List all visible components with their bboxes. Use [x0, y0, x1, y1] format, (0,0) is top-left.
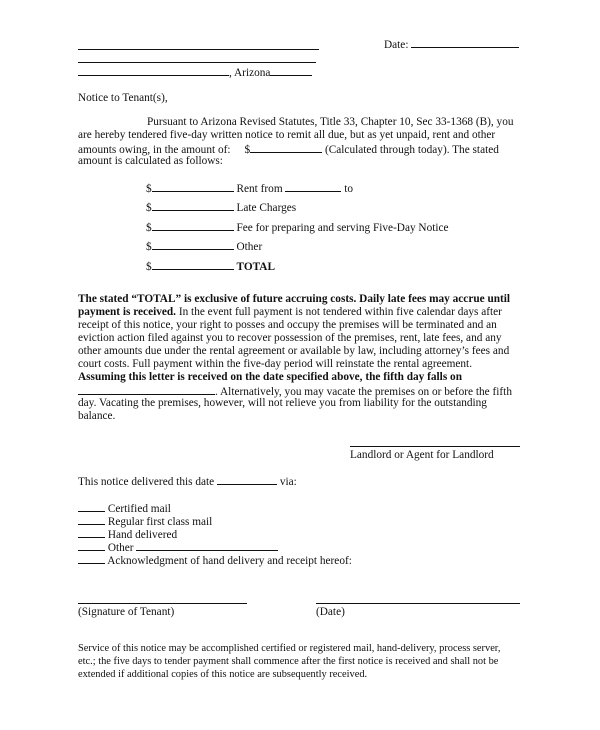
terms-line: balance. — [78, 410, 116, 422]
checkbox-blank[interactable] — [78, 514, 105, 525]
date-label: Date: — [384, 39, 409, 51]
city-blank[interactable] — [78, 65, 229, 76]
signature-date-label: (Date) — [316, 606, 345, 618]
charge-row-rent: $ Rent from to — [146, 183, 354, 195]
date-blank[interactable] — [411, 37, 519, 48]
terms-line: court costs. Full payment within the five-day period will reinstate the rental agreement. — [78, 358, 473, 370]
delivery-option-regular: Regular first class mail — [78, 514, 212, 529]
terms-line: payment is received. In the event full payment is not tendered within five calendar days after — [78, 306, 502, 318]
charge-row-late: $ Late Charges — [146, 202, 297, 214]
signature-date-line[interactable] — [316, 603, 520, 604]
delivery-option-hand: Hand delivered — [78, 527, 177, 542]
late-amount-blank[interactable] — [152, 200, 234, 211]
rent-from-blank[interactable] — [285, 181, 341, 192]
footer-line: etc.; the five days to tender payment shall commence after the first notice is received and shall not be — [78, 656, 499, 667]
tenant-signature-label: (Signature of Tenant) — [78, 606, 175, 618]
fifth-day-blank[interactable] — [78, 384, 215, 395]
amount-blank[interactable] — [250, 142, 322, 153]
checkbox-blank[interactable] — [78, 527, 105, 538]
currency: $ — [244, 144, 251, 156]
other-method-blank[interactable] — [136, 540, 278, 551]
footer-line: Service of this notice may be accomplished certified or registered mail, hand-delivery, process server, — [78, 643, 501, 654]
checkbox-blank[interactable] — [78, 553, 105, 564]
terms-line: . Alternatively, you may vacate the premises on or before the fifth — [78, 384, 512, 399]
charge-row-other: $ Other — [146, 241, 263, 253]
total-amount-blank[interactable] — [152, 259, 234, 270]
arizona-label: , Arizona — [229, 67, 271, 79]
delivery-option-certified: Certified mail — [78, 501, 171, 516]
terms-line: receipt of this notice, your right to posses and occupy the premises will be terminated and an — [78, 319, 497, 331]
address-line-1[interactable] — [78, 49, 319, 50]
delivery-intro: This notice delivered this date via: — [78, 476, 297, 488]
amount-label: amounts owing, in the amount of: — [78, 144, 231, 156]
checkbox-blank[interactable] — [78, 501, 105, 512]
landlord-signature-label: Landlord or Agent for Landlord — [350, 449, 494, 461]
checkbox-blank[interactable] — [78, 540, 105, 551]
zip-blank[interactable] — [270, 65, 312, 76]
delivery-date-blank[interactable] — [217, 474, 277, 485]
charge-row-total: $ TOTAL — [146, 261, 275, 273]
delivery-option-acknowledgment: Acknowledgment of hand delivery and receipt hereof: — [78, 553, 352, 568]
city-line — [78, 65, 312, 80]
terms-line: The stated “TOTAL” is exclusive of future accruing costs. Daily late fees may accrue until — [78, 293, 511, 305]
intro-line: are hereby tendered five-day written notice to remit all due, but as yet unpaid, rent and other — [78, 129, 496, 141]
intro-line: amount is calculated as follows: — [78, 155, 223, 167]
other-amount-blank[interactable] — [152, 239, 234, 250]
delivery-option-other: Other — [78, 540, 278, 555]
terms-line: day. Vacating the premises, however, will not relieve you from liability for the outstanding — [78, 397, 487, 409]
footer-line: extended if additional copies of this notice are subsequently received. — [78, 669, 368, 680]
date-field — [384, 37, 519, 52]
fee-amount-blank[interactable] — [152, 220, 234, 231]
tenant-signature-line[interactable] — [78, 603, 247, 604]
calc-note: (Calculated through today). The stated — [324, 144, 499, 156]
terms-line: eviction action filed against you to recover possession of the premises, rent, late fees, and any — [78, 332, 502, 344]
address-line-2[interactable] — [78, 62, 316, 63]
salutation: Notice to Tenant(s), — [78, 92, 168, 104]
landlord-signature-line[interactable] — [350, 446, 520, 447]
rent-amount-blank[interactable] — [152, 181, 234, 192]
intro-line: Pursuant to Arizona Revised Statutes, Title 33, Chapter 10, Sec 33-1368 (B), you — [147, 116, 514, 128]
terms-line: other amounts due under the rental agreement or available by law, including attorney’s fees and — [78, 345, 510, 357]
terms-line: Assuming this letter is received on the date specified above, the fifth day falls on — [78, 371, 462, 383]
charge-row-fee: $ Fee for preparing and serving Five-Day Notice — [146, 222, 449, 234]
